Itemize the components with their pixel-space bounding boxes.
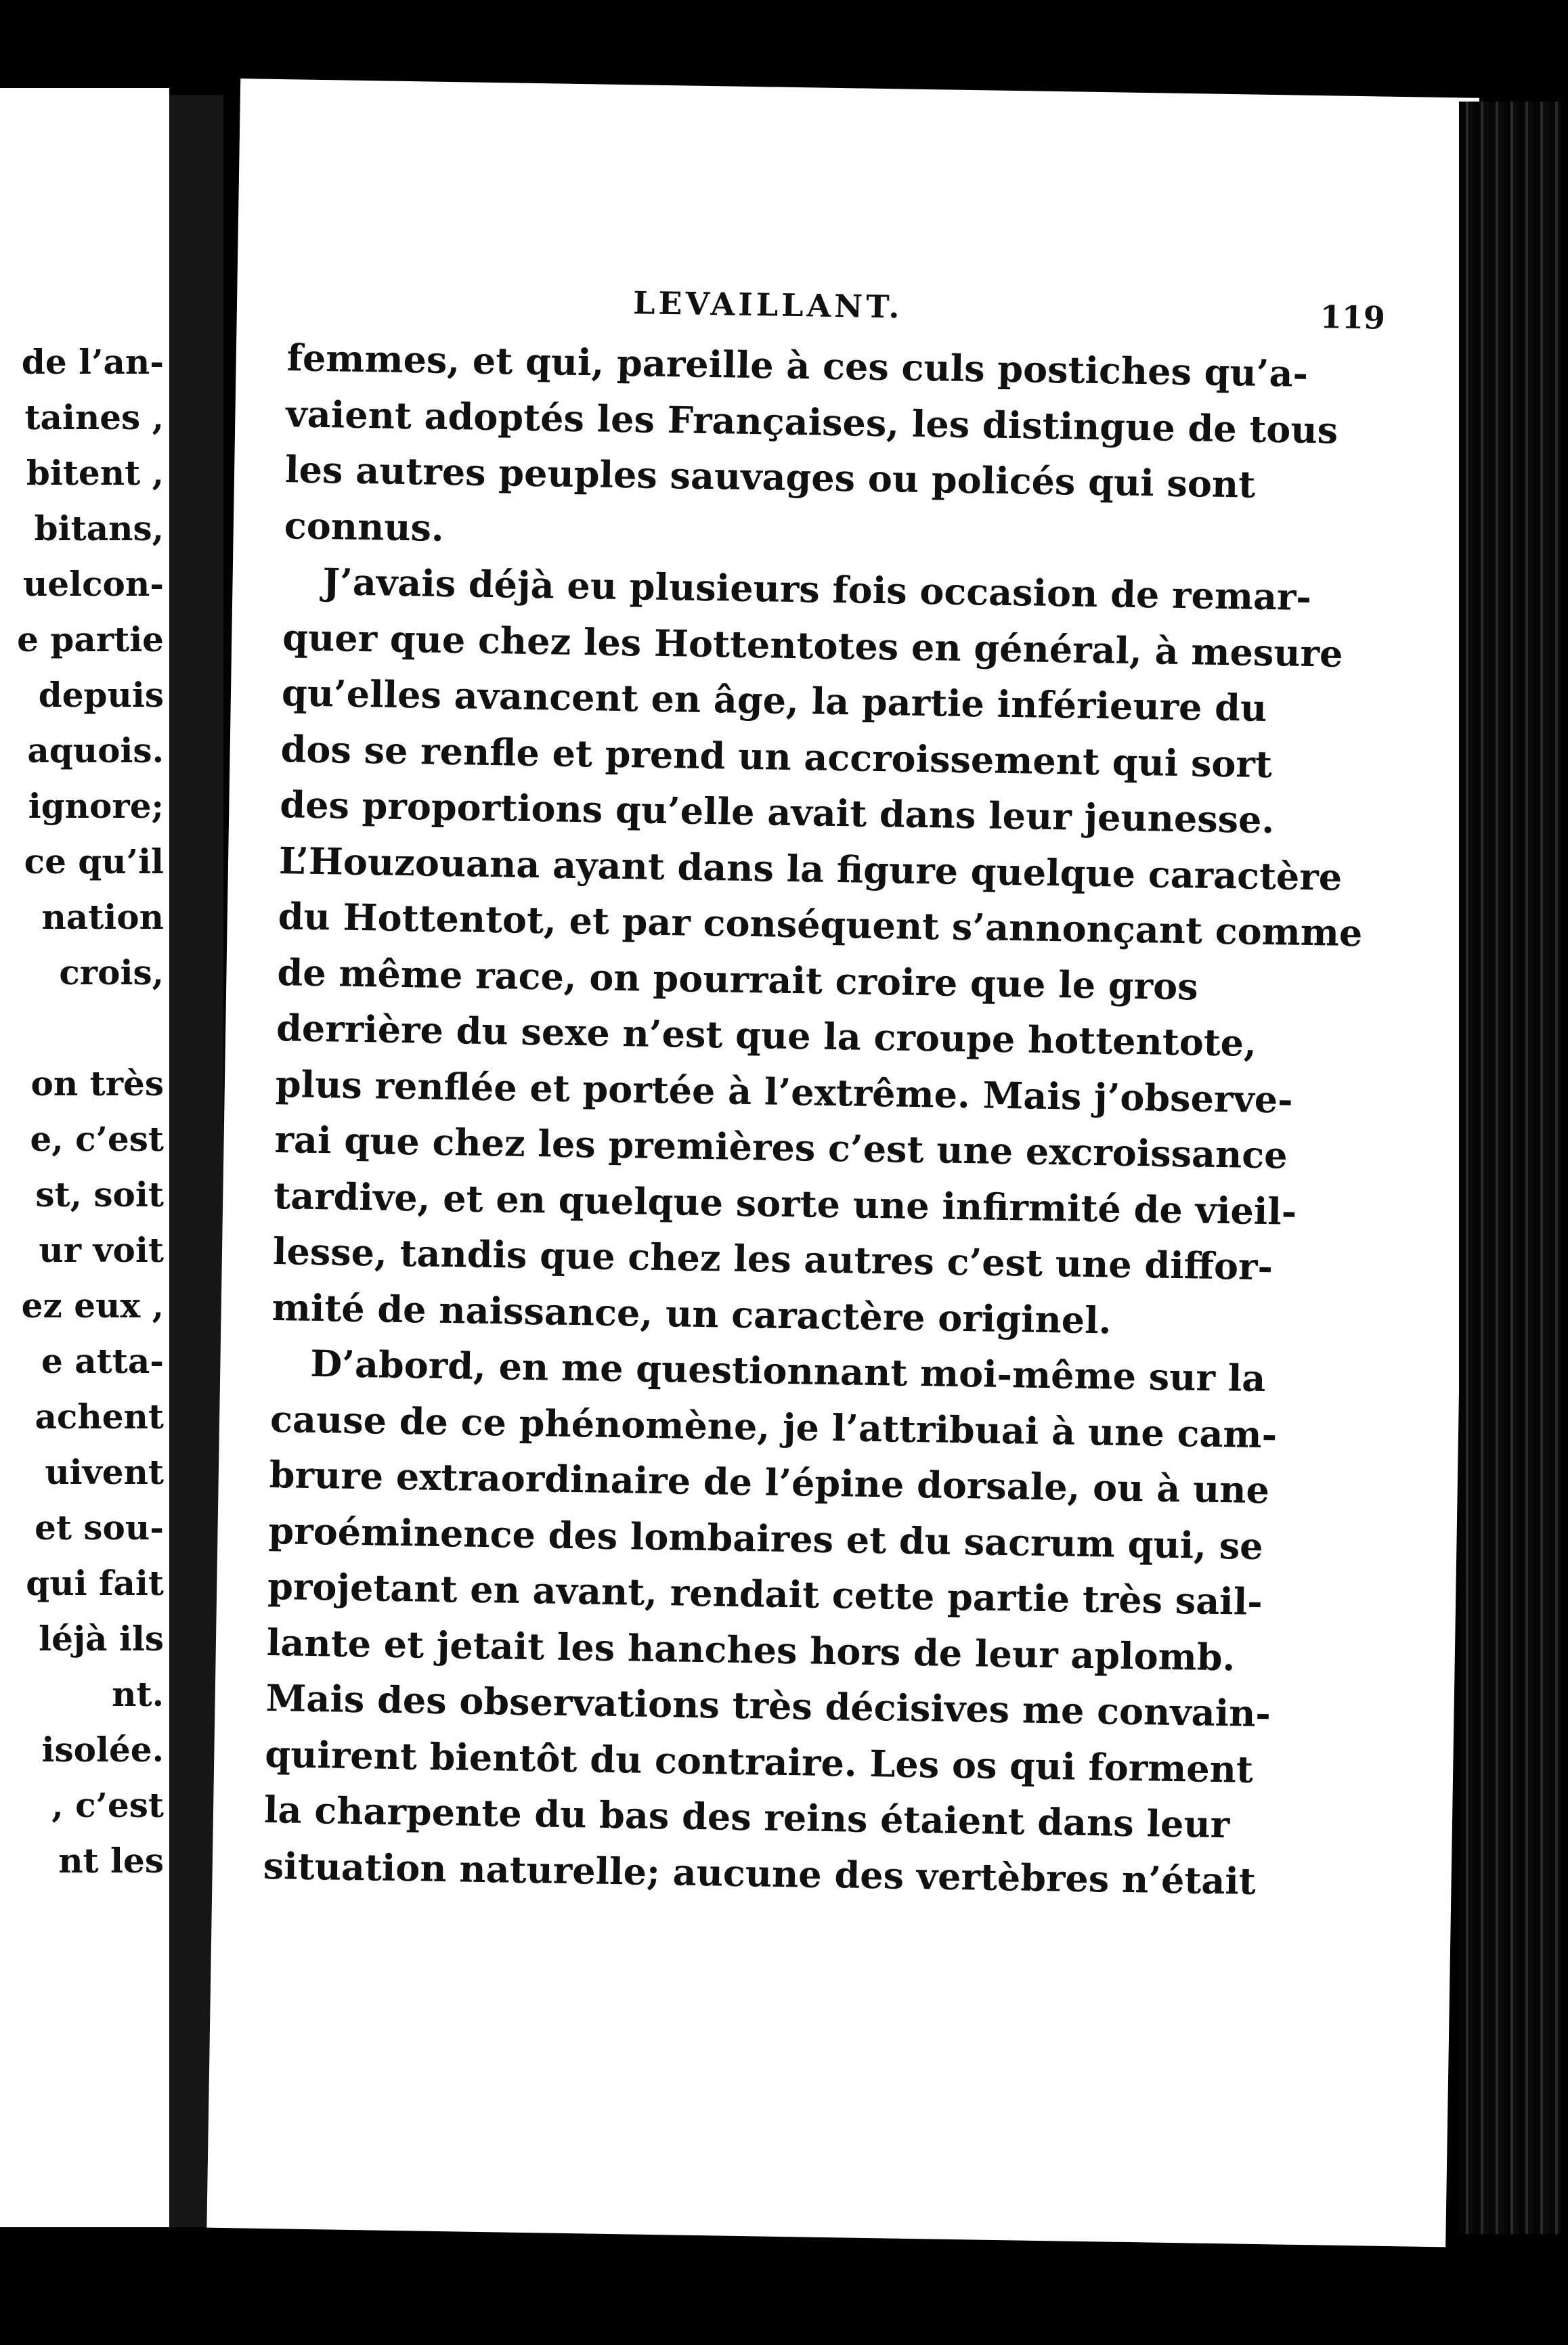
text-line: J’avais déjà eu plusieurs fois occasion de remar-: [322, 560, 1312, 619]
text-line: rai que chez les premières c’est une excroissance: [274, 1118, 1288, 1177]
left-page-line: nt les: [58, 1841, 164, 1881]
left-page-line: on très: [30, 1064, 164, 1103]
body-text: [263, 330, 1363, 1908]
text-line: qu’elles avancent en âge, la partie inférieure du: [281, 671, 1267, 730]
left-page-line: e atta-: [41, 1341, 164, 1381]
book-page: [206, 79, 1479, 2247]
left-page-line: ce qu’il: [24, 841, 164, 881]
text-line: situation naturelle; aucune des vertèbres n’était: [263, 1843, 1257, 1903]
left-page-line: uivent: [45, 1452, 164, 1492]
text-line: du Hottentot, et par conséquent s’annonçant comme: [278, 894, 1363, 955]
left-page-line: bitent ,: [26, 453, 164, 493]
left-page-line: e, c’est: [30, 1119, 164, 1159]
running-title: LEVAILLANT.: [632, 284, 903, 326]
left-page-line: et sou-: [35, 1508, 164, 1548]
text-line: mité de naissance, un caractère originel.: [271, 1285, 1112, 1342]
left-page-line: ur voit: [39, 1230, 164, 1270]
left-page-line: léjà ils: [39, 1619, 164, 1659]
left-page-line: de l’an-: [21, 342, 164, 382]
text-line: D’abord, en me questionnant moi-même sur la: [309, 1341, 1266, 1401]
text-line: dos se renfle et prend un accroissement qui sort: [280, 726, 1273, 786]
text-line: L’Houzouana ayant dans la figure quelque caractère: [278, 838, 1343, 899]
text-line: Mais des observations très décisives me convain-: [265, 1675, 1271, 1736]
text-line: cause de ce phénomène, je l’attribuai à une cam-: [269, 1397, 1278, 1456]
text-line: quirent bientôt du contraire. Les os qui forment: [264, 1732, 1254, 1791]
text-line: lante et jetait les hanches hors de leur aplomb.: [266, 1620, 1236, 1679]
text-line: des proportions qu’elle avait dans leur jeunesse.: [279, 783, 1275, 842]
left-page-line: uelcon-: [22, 564, 164, 604]
text-line: plus renflée et portée à l’extrême. Mais j’observe-: [275, 1061, 1294, 1122]
text-line: les autres peuples sauvages ou policés qui sont: [284, 447, 1256, 506]
left-page-line: st, soit: [35, 1175, 164, 1214]
left-page-line: ez eux ,: [21, 1286, 164, 1325]
left-page-line: depuis: [38, 675, 164, 715]
left-page-line: bitans,: [34, 508, 164, 548]
left-page-line: e partie: [17, 619, 164, 659]
text-line: vaient adoptés les Françaises, les distingue de tous: [285, 391, 1338, 452]
left-page-line: , c’est: [51, 1785, 164, 1825]
text-line: proéminence des lombaires et du sacrum qui, se: [268, 1508, 1264, 1568]
left-page-line: ignore;: [28, 786, 164, 826]
text-line: derrière du sexe n’est que la croupe hottentote,: [276, 1006, 1257, 1065]
text-line: de même race, on pourrait croire que le gros: [277, 950, 1199, 1008]
text-line: connus.: [284, 503, 445, 550]
left-page-line: crois,: [59, 952, 164, 992]
previous-page-fragment: [0, 88, 169, 2227]
text-line: lesse, tandis que chez les autres c’est une diffor-: [272, 1229, 1273, 1289]
left-page-line: nation: [41, 897, 164, 937]
page-stack-edge: [1459, 102, 1561, 2234]
text-line: la charpente du bas des reins étaient dans leur: [263, 1787, 1230, 1847]
left-page-line: achent: [35, 1397, 164, 1437]
left-page-line: nt.: [112, 1674, 164, 1714]
text-line: projetant en avant, rendait cette partie très sail-: [267, 1564, 1263, 1624]
left-page-line: aquois.: [27, 730, 164, 770]
left-page-line: taines ,: [24, 397, 164, 437]
left-page-line: qui fait: [26, 1563, 164, 1603]
left-page-line: isolée.: [41, 1730, 164, 1770]
text-line: femmes, et qui, pareille à ces culs postiches qu’a-: [286, 336, 1309, 395]
page-number: 119: [1320, 299, 1386, 336]
text-line: tardive, et en quelque sorte une infirmité de vieil-: [273, 1173, 1297, 1233]
text-line: brure extraordinaire de l’épine dorsale, ou à une: [269, 1452, 1270, 1512]
text-line: quer que chez les Hottentotes en général, à mesure: [282, 615, 1343, 676]
